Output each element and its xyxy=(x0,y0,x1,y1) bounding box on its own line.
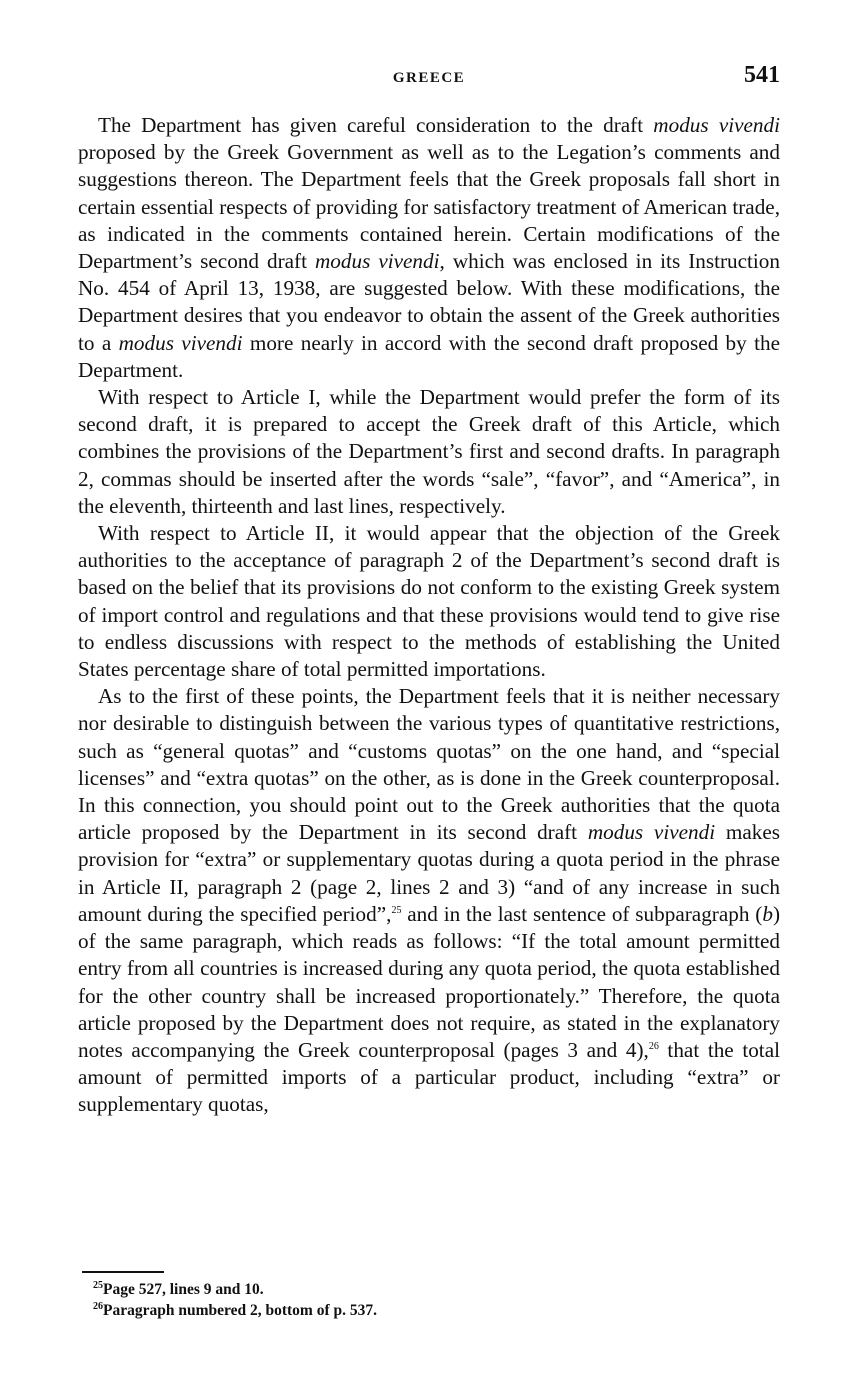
footnote-divider xyxy=(82,1271,164,1273)
italic-text: modus vivendi xyxy=(315,249,440,274)
footnote-mark: 26 xyxy=(93,1300,103,1312)
text-run: With respect to Article I, while the Department would prefer the form of its second draft, it is prepared to accept the Greek draft of this Article, which combines the provisions of the Department’s first and second drafts. In paragraph 2, commas should be inserted after the words “sale”, “favor”, and “America”, in the eleventh, thirteenth and last lines, respectively. xyxy=(78,385,780,518)
paragraph xyxy=(78,683,780,1118)
running-title: GREECE xyxy=(392,70,466,86)
body-text xyxy=(78,112,780,1119)
text-run: that the total amount of permitted imports of a particular product, including “extra” or supplementary quotas, xyxy=(78,1037,780,1117)
running-head xyxy=(78,62,780,92)
text-run: The Department has given careful consideration to the draft xyxy=(98,113,654,137)
text-run: and in the last sentence of subparagraph ( xyxy=(401,901,763,926)
footnote-text: Paragraph numbered 2, bottom of p. 537. xyxy=(103,1302,377,1319)
paragraph xyxy=(78,384,780,520)
footnote-reference: 26 xyxy=(648,1040,659,1052)
text-run: proposed by the Greek Government as well as to the Legation’s comments and suggestions thereon. The Department feels that the Greek proposals fall short in certain essential respects of providing for satisfactory treatment of American trade, as indicated in the comments contained herein. Certain modifications of the Department’s second draft xyxy=(78,140,780,274)
text-run: ) of the same paragraph, which reads as follows: “If the total amount permitted entry from all countries is increased during any quota period, the quota established for the other country shall be increased proportionately.” Therefore, the quota article proposed by the Department does not require, as stated in the explanatory notes accompanying the Greek counterproposal (pages 3 and 4), xyxy=(78,901,780,1062)
footnote xyxy=(93,1300,783,1321)
paragraph xyxy=(78,112,780,384)
footnote-mark: 25 xyxy=(93,1279,103,1291)
footnote-reference: 25 xyxy=(391,904,402,916)
footnotes xyxy=(93,1279,783,1321)
paragraph xyxy=(78,520,780,683)
footnote-text: Page 527, lines 9 and 10. xyxy=(103,1281,264,1298)
italic-text: modus vivendi xyxy=(653,113,780,137)
text-run: makes provision for “extra” or supplementary quotas during a quota period in the phrase in Article II, paragraph 2 (page 2, lines 2 and 3) “and of any increase in such amount during the specified period”, xyxy=(78,820,780,926)
italic-text: modus vivendi xyxy=(118,330,243,355)
footnote xyxy=(93,1279,783,1300)
italic-text: b xyxy=(762,901,773,926)
text-run: With respect to Article II, it would appear that the objection of the Greek authorities to the acceptance of paragraph 2 of the Department’s second draft is based on the belief that its provisions do not conform to the existing Greek system of import control and regulations and that these provisions would tend to give rise to endless discussions with respect to the methods of establishing the United States percentage share of total permitted importations. xyxy=(78,521,780,682)
text-run: more nearly in accord with the second draft proposed by the Department. xyxy=(78,330,780,382)
italic-text: modus vivendi xyxy=(587,820,716,845)
text-run: As to the first of these points, the Department feels that it is neither necessary nor desirable to distinguish between the various types of quantitative restrictions, such as “general quotas” and “customs quotas” on the one hand, and “special licenses” and “extra quotas” on the other, as is done in the Greek counterproposal. In this connection, you should point out to the Greek authorities that the quota article proposed by the Department in its second draft xyxy=(78,684,780,845)
page-number: 541 xyxy=(744,62,780,88)
text-run: , which was enclosed in its Instruction No. 454 of April 13, 1938, are suggested below. With these modifications, the Department desires that you endeavor to obtain the assent of the Greek authorities to a xyxy=(78,249,780,355)
